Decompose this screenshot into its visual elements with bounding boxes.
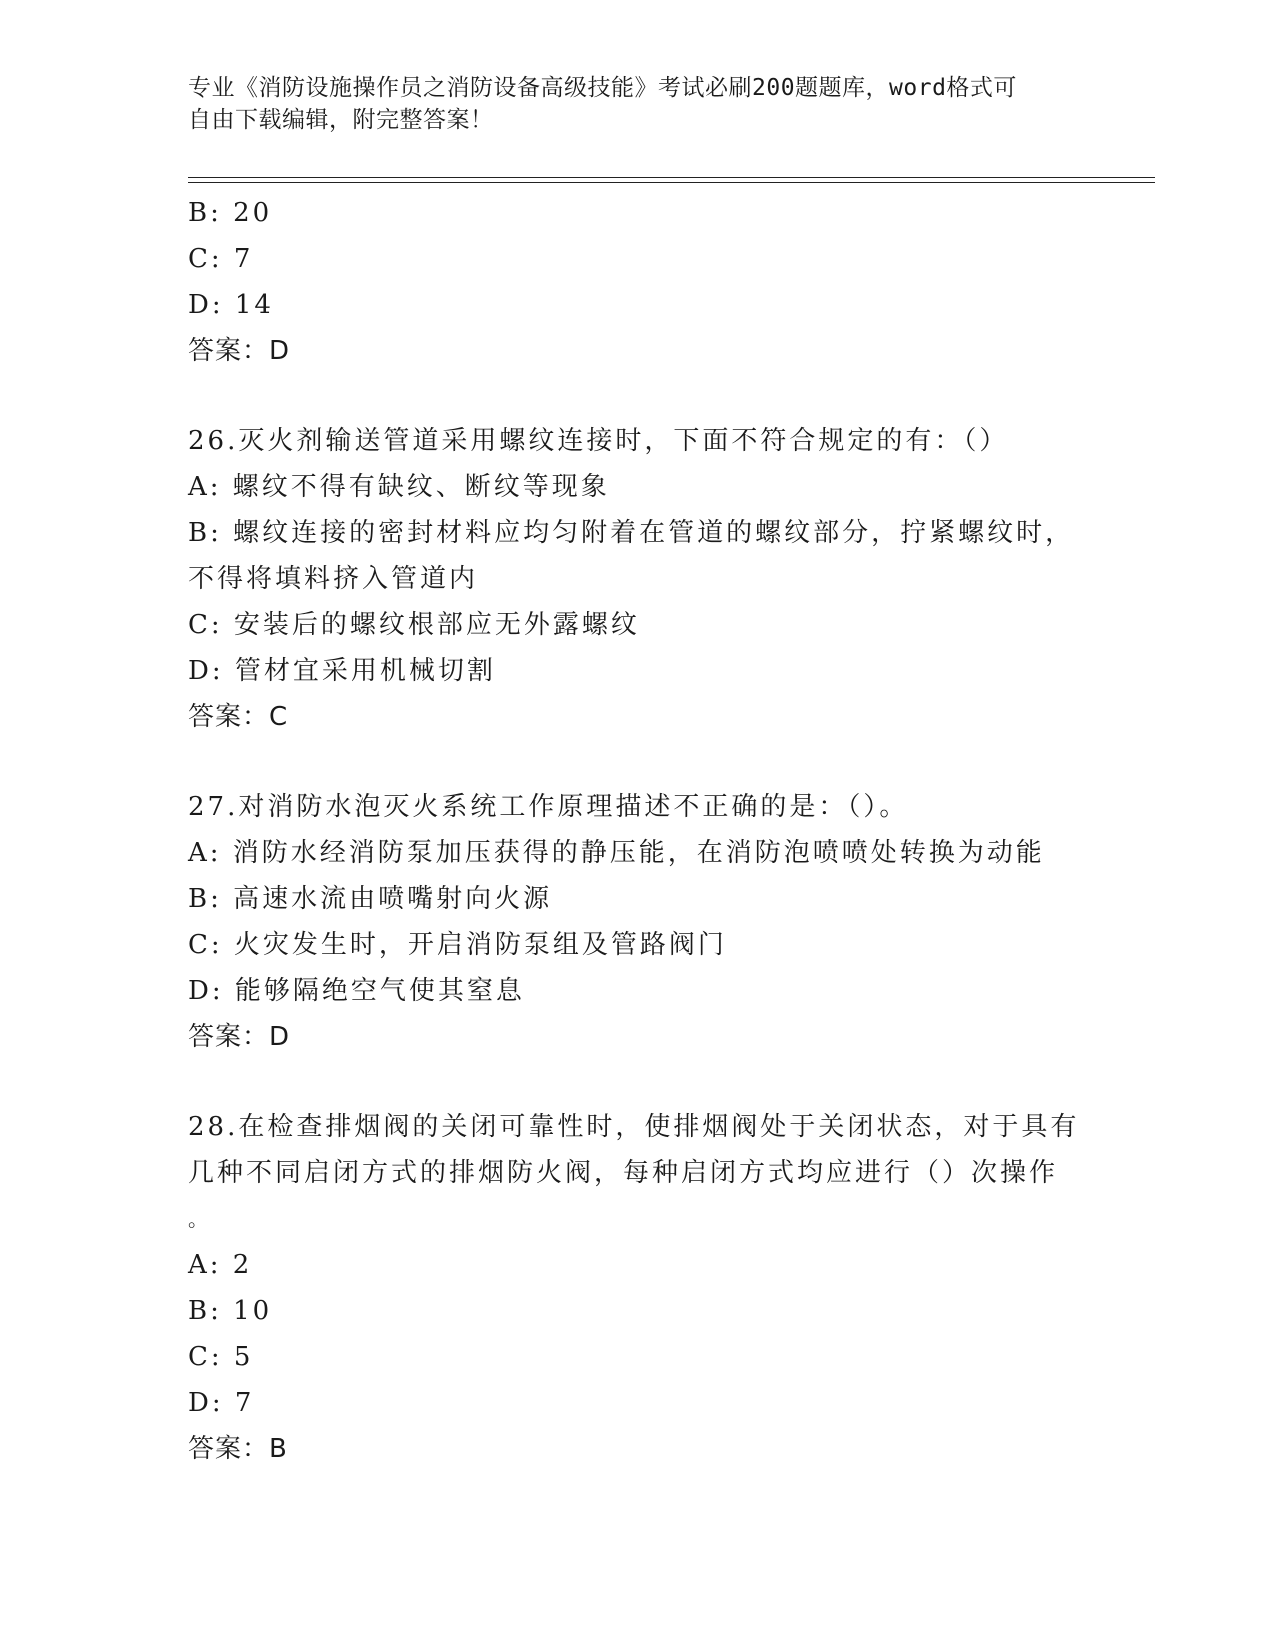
question-28 xyxy=(188,1104,1088,1472)
header-line-1: 专业《消防设施操作员之消防设备高级技能》考试必刷200题题库，word格式可 xyxy=(188,75,1017,101)
option-a: A: 消防水经消防泵加压获得的静压能，在消防泡喷喷处转换为动能 xyxy=(188,838,1045,868)
option-d: D: 管材宜采用机械切割 xyxy=(188,656,496,686)
spacer xyxy=(188,1060,1088,1104)
header-line-2: 自由下载编辑，附完整答案！ xyxy=(188,107,494,133)
page-header xyxy=(188,72,1088,136)
option-a: A: 螺纹不得有缺纹、断纹等现象 xyxy=(188,472,610,502)
option: C: 7 xyxy=(188,244,254,274)
option-d: D: 7 xyxy=(188,1388,255,1418)
option-b: B: 高速水流由喷嘴射向火源 xyxy=(188,884,553,914)
option: D: 14 xyxy=(188,290,274,320)
option-b: B: 螺纹连接的密封材料应均匀附着在管道的螺纹部分，拧紧螺纹时， xyxy=(188,518,1075,548)
question-stem-period: 。 xyxy=(188,1207,211,1231)
option-b-continued: 不得将填料挤入管道内 xyxy=(188,564,479,594)
question-stem-continued: 几种不同启闭方式的排烟防火阀，每种启闭方式均应进行（）次操作 xyxy=(188,1158,1059,1188)
question-stem: 26.灭火剂输送管道采用螺纹连接时，下面不符合规定的有：（） xyxy=(188,426,1009,456)
question-stem: 28.在检查排烟阀的关闭可靠性时，使排烟阀处于关闭状态，对于具有 xyxy=(188,1112,1080,1142)
option-a: A: 2 xyxy=(188,1250,253,1280)
question-26 xyxy=(188,418,1088,740)
option-d: D: 能够隔绝空气使其窒息 xyxy=(188,976,525,1006)
question-27 xyxy=(188,784,1088,1060)
answer: 答案：D xyxy=(188,336,291,366)
header-rule-top xyxy=(188,177,1155,178)
answer: 答案：B xyxy=(188,1434,288,1464)
header-rule-bottom xyxy=(188,182,1155,183)
question-stem: 27.对消防水泡灭火系统工作原理描述不正确的是：（）。 xyxy=(188,792,909,822)
option-b: B: 10 xyxy=(188,1296,273,1326)
spacer xyxy=(188,740,1088,784)
option-c: C: 5 xyxy=(188,1342,254,1372)
option: B: 20 xyxy=(188,198,273,228)
previous-question-tail xyxy=(188,190,1088,374)
answer: 答案：D xyxy=(188,1022,291,1052)
option-c: C: 安装后的螺纹根部应无外露螺纹 xyxy=(188,610,640,640)
option-c: C: 火灾发生时，开启消防泵组及管路阀门 xyxy=(188,930,727,960)
answer: 答案：C xyxy=(188,702,289,732)
spacer xyxy=(188,374,1088,418)
question-content xyxy=(188,190,1088,1472)
